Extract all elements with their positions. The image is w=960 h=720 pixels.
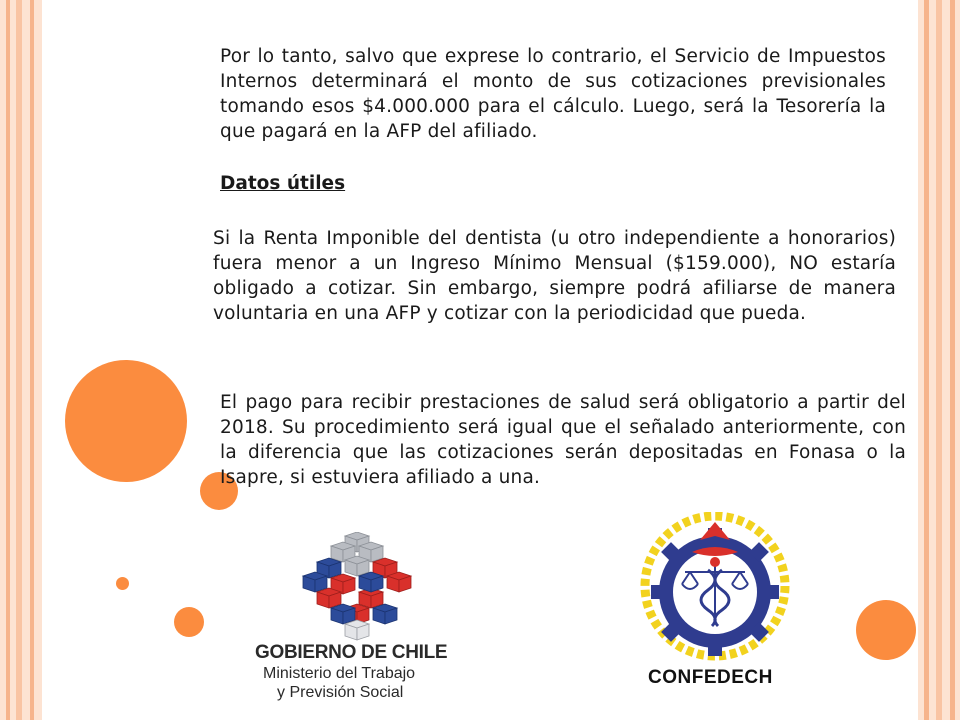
- intro-paragraph: Por lo tanto, salvo que exprese lo contrario, el Servicio de Impuestos Internos determinará el monto de sus cotizaciones previsionales tomando esos $4.000.000 para el cálculo. Luego, será la Tesorería la que pagará en la AFP del afiliado.: [220, 46, 886, 142]
- gobierno-line2: Ministerio del Trabajo: [263, 665, 416, 682]
- left-stripe-3: [30, 0, 34, 720]
- confedech-name: CONFEDECH: [648, 667, 773, 688]
- left-stripe-2: [16, 0, 22, 720]
- gobierno-emblem-icon: [255, 532, 465, 652]
- decor-circle-tiny: [116, 577, 129, 590]
- paragraph-prestaciones-salud: El pago para recibir prestaciones de salud será obligatorio a partir del 2018. Su procedimiento será igual que el señalado anteriormente, con la diferencia que las cotizaciones serán depositadas en Fonasa o la Isapre, si estuviera afiliado a una.: [220, 392, 906, 488]
- section-heading: Datos útiles: [220, 173, 346, 194]
- decor-circle-right: [856, 600, 916, 660]
- left-stripe-1: [6, 0, 10, 720]
- gobierno-logo: [255, 532, 465, 702]
- gobierno-line3: y Previsión Social: [277, 684, 404, 701]
- confedech-emblem-icon: [630, 512, 800, 667]
- decor-circle-small: [174, 607, 204, 637]
- decor-circle-large: [65, 360, 187, 482]
- right-stripe-1: [924, 0, 929, 720]
- paragraph-renta-imponible: Si la Renta Imponible del dentista (u otro independiente a honorarios) fuera menor a un Ingreso Mínimo Mensual ($159.000), NO estaría obligado a cotizar. Sin embargo, siempre podrá afiliarse de manera voluntaria en una AFP y cotizar con la periodicidad que pueda.: [213, 228, 896, 324]
- confedech-logo: [630, 512, 800, 692]
- right-stripe-2: [936, 0, 942, 720]
- right-stripe-3: [950, 0, 955, 720]
- gobierno-line1: GOBIERNO DE CHILE: [255, 642, 448, 663]
